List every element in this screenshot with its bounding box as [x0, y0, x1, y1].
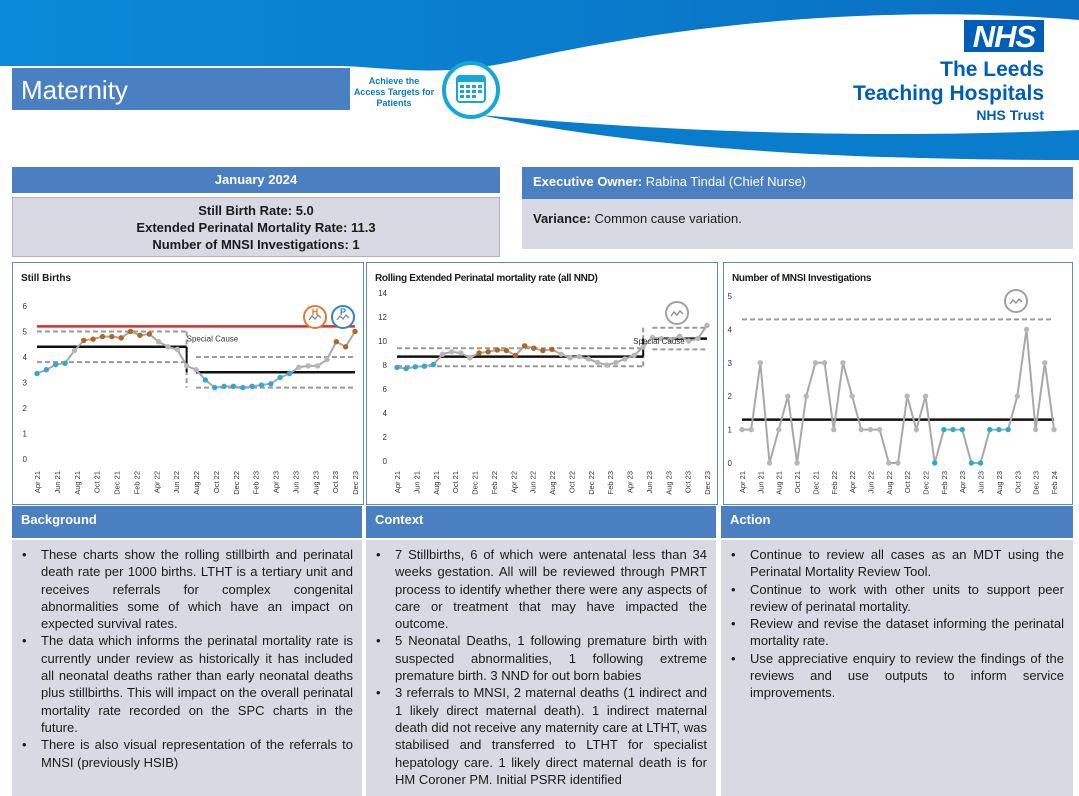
x-tick-label: Jun 21 — [756, 471, 766, 494]
variance — [522, 199, 1073, 249]
mnsi-investigations-chart — [723, 262, 1073, 505]
data-point — [767, 460, 772, 465]
list-item: • These charts show the rolling stillbirth and perinatal death rate per 1000 births. LTHT is a tertiary unit and receives referrals for complex congenital abnormalities some of which have an impact on expected survival rates. — [12, 546, 353, 632]
chart-title: Rolling Extended Perinatal mortality rate (all NND) — [375, 273, 598, 284]
data-point — [785, 394, 790, 399]
data-point — [895, 460, 900, 465]
x-tick-label: Oct 22 — [903, 471, 913, 494]
data-point — [859, 427, 864, 432]
data-point — [100, 334, 105, 339]
list-item: • 5 Neonatal Deaths, 1 following premature birth with suspected abnormalities, 1 following extreme premature birth. 3 NND for out born babies — [366, 632, 707, 684]
data-point — [622, 356, 627, 361]
x-tick-label: Aug 21 — [774, 471, 784, 495]
data-point — [987, 427, 992, 432]
rates-summary — [12, 197, 500, 257]
data-point — [343, 344, 348, 349]
context-header: Context — [366, 506, 716, 538]
data-point — [118, 335, 123, 340]
y-tick-label: 2 — [727, 392, 732, 402]
data-point — [203, 377, 208, 382]
data-point — [485, 349, 490, 354]
data-point — [1024, 327, 1029, 332]
data-point — [904, 394, 909, 399]
x-tick-label: Feb 23 — [251, 471, 261, 495]
data-point — [90, 336, 95, 341]
x-tick-label: Feb 22 — [489, 471, 499, 495]
data-point — [631, 353, 636, 358]
data-point — [287, 371, 292, 376]
data-point — [739, 427, 744, 432]
variation-icon-letter: P — [339, 307, 347, 317]
reporting-month: January 2024 — [12, 167, 500, 193]
background-header: Background — [12, 506, 362, 538]
x-tick-label: Aug 22 — [192, 471, 201, 495]
y-tick-label: 6 — [382, 385, 387, 394]
list-item: • Continue to review all cases as an MDT using the Perinatal Mortality Review Tool. — [721, 546, 1064, 581]
x-tick-label: Jun 23 — [644, 471, 654, 494]
y-tick-label: 2 — [22, 404, 27, 413]
data-point — [613, 360, 618, 365]
x-tick-label: Apr 23 — [271, 471, 281, 494]
data-point — [1042, 360, 1047, 365]
y-tick-label: 4 — [22, 353, 27, 362]
data-point — [458, 350, 463, 355]
data-point — [831, 427, 836, 432]
data-point — [704, 323, 709, 328]
data-point — [776, 427, 781, 432]
x-tick-label: Oct 22 — [211, 471, 221, 494]
data-point — [476, 350, 481, 355]
x-tick-label: Dec 23 — [351, 471, 360, 495]
data-point — [240, 385, 245, 390]
data-point — [306, 363, 311, 368]
data-point — [44, 367, 49, 372]
data-point — [422, 364, 427, 369]
data-point — [184, 363, 189, 368]
data-point — [467, 355, 472, 360]
data-point — [914, 427, 919, 432]
list-item: • Use appreciative enquiry to review the findings of the reviews and use outputs to inform service improvements. — [721, 650, 1064, 702]
list-item: • The data which informs the perinatal mortality rate is currently under review as historically it has included all neonatal deaths rather than early neonatal deaths plus stillbirths. This will impact on the overall perinatal mortality rate recorded on the SPC charts in the future. — [12, 632, 353, 736]
data-point — [960, 427, 965, 432]
data-point — [504, 348, 509, 353]
x-tick-label: Dec 21 — [811, 471, 821, 495]
data-point — [978, 460, 983, 465]
x-tick-label: Feb 22 — [132, 471, 142, 495]
y-tick-label: 14 — [378, 289, 387, 298]
data-point — [221, 384, 226, 389]
data-point — [449, 349, 454, 354]
data-point — [794, 460, 799, 465]
data-point — [748, 427, 753, 432]
x-tick-label: Dec 23 — [1031, 471, 1041, 495]
data-point — [81, 338, 86, 343]
data-point — [34, 371, 39, 376]
data-point — [315, 363, 320, 368]
nhs-logo: NHS — [964, 20, 1044, 52]
x-tick-label: Dec 22 — [921, 471, 931, 495]
list-item: • There is also visual representation of the referrals to MNSI (previously HSIB) — [12, 736, 353, 771]
data-point — [413, 364, 418, 369]
list-item: • 7 Stillbirths, 6 of which were antenatal less than 34 weeks gestation. All will be reviewed through PMRT process to identify whether there were any aspects of care or treatment that may have impacted the outcome. — [366, 546, 707, 632]
x-tick-label: Feb 24 — [1050, 471, 1059, 495]
data-point — [813, 360, 818, 365]
data-point — [1033, 427, 1038, 432]
x-tick-label: Jun 23 — [976, 471, 986, 494]
calendar-icon — [441, 60, 501, 120]
x-tick-label: Aug 21 — [72, 471, 82, 495]
access-targets-badge — [353, 58, 505, 118]
list-item: • Review and revise the dataset informing the perinatal mortality rate. — [721, 615, 1064, 650]
mnsi-investigations-count: Number of MNSI Investigations: 1 — [152, 237, 360, 252]
x-tick-label: Apr 22 — [152, 471, 162, 494]
x-tick-label: Oct 22 — [567, 471, 577, 494]
data-point — [549, 347, 554, 352]
variance-value: Common cause variation. — [594, 211, 742, 226]
data-point — [403, 366, 408, 371]
y-tick-label: 0 — [727, 459, 732, 468]
data-point — [394, 365, 399, 370]
x-tick-label: Feb 22 — [829, 471, 839, 495]
y-tick-label: 4 — [382, 409, 387, 418]
y-tick-label: 3 — [727, 358, 732, 368]
data-point — [128, 329, 133, 334]
x-tick-label: Apr 21 — [33, 471, 42, 494]
data-point — [156, 339, 161, 344]
x-tick-label: Feb 23 — [606, 471, 616, 495]
data-point — [840, 360, 845, 365]
x-tick-label: Aug 22 — [884, 471, 894, 495]
variance-label: Variance: — [533, 211, 591, 226]
still-birth-rate: Still Birth Rate: 5.0 — [198, 203, 314, 218]
data-point — [877, 427, 882, 432]
data-point — [531, 346, 536, 351]
x-tick-label: Oct 21 — [793, 471, 803, 494]
x-tick-label: Jun 22 — [866, 471, 876, 494]
data-point — [109, 334, 114, 339]
background-list — [12, 546, 353, 771]
data-point — [175, 347, 180, 352]
chart-title: Still Births — [21, 273, 72, 284]
background-body — [12, 540, 362, 796]
y-tick-label: 6 — [22, 302, 27, 311]
context-list — [366, 546, 707, 788]
data-point — [1005, 427, 1010, 432]
data-point — [996, 427, 1001, 432]
y-tick-label: 1 — [727, 425, 732, 435]
page-title: Maternity — [12, 68, 350, 110]
y-tick-label: 5 — [727, 292, 732, 301]
data-point — [604, 362, 609, 367]
y-tick-label: 8 — [382, 361, 387, 370]
data-point — [923, 394, 928, 399]
chart-canvas — [13, 263, 365, 506]
action-list — [721, 546, 1064, 702]
x-tick-label: Aug 21 — [431, 471, 441, 495]
y-tick-label: 12 — [378, 313, 387, 322]
data-point — [558, 352, 563, 357]
x-tick-label: Feb 23 — [939, 471, 949, 495]
x-tick-label: Apr 22 — [509, 471, 519, 494]
x-tick-label: Jun 21 — [52, 471, 62, 494]
special-cause-label: Special Cause — [633, 337, 685, 347]
variation-icon — [1005, 290, 1027, 312]
data-point — [147, 331, 152, 336]
chart-title: Number of MNSI Investigations — [732, 273, 872, 284]
executive-owner — [522, 167, 1073, 199]
data-point — [695, 336, 700, 341]
data-point — [941, 427, 946, 432]
y-tick-label: 5 — [22, 327, 27, 337]
data-point — [53, 362, 58, 367]
header — [0, 0, 1079, 160]
data-point — [932, 460, 937, 465]
chart-canvas — [367, 263, 719, 506]
y-tick-label: 2 — [382, 433, 387, 442]
data-point — [969, 460, 974, 465]
data-point — [277, 375, 282, 380]
action-header: Action — [721, 506, 1073, 538]
y-tick-label: 3 — [22, 378, 27, 388]
data-point — [268, 381, 273, 386]
y-tick-label: 10 — [378, 337, 387, 346]
data-point — [758, 360, 763, 365]
data-point — [324, 357, 329, 362]
data-point — [165, 344, 170, 349]
x-tick-label: Oct 21 — [451, 471, 461, 494]
x-tick-label: Oct 23 — [331, 471, 341, 494]
data-point — [686, 338, 691, 343]
data-point — [886, 460, 891, 465]
data-point — [431, 362, 436, 367]
x-tick-label: Apr 23 — [958, 471, 968, 494]
data-point — [62, 361, 67, 366]
chart-canvas — [724, 263, 1074, 506]
data-point — [231, 384, 236, 389]
x-tick-label: Dec 22 — [586, 471, 596, 495]
y-tick-label: 0 — [22, 455, 27, 464]
x-tick-label: Apr 21 — [393, 471, 402, 494]
data-point — [522, 343, 527, 348]
action-body — [721, 540, 1073, 796]
list-item: • Continue to work with other units to support peer review of perinatal mortality. — [721, 581, 1064, 616]
data-point — [296, 365, 301, 370]
perinatal-mortality-chart — [366, 262, 718, 505]
x-tick-label: Aug 23 — [994, 471, 1004, 495]
x-tick-label: Apr 21 — [738, 471, 747, 494]
x-tick-label: Oct 23 — [683, 471, 693, 494]
data-point — [822, 360, 827, 365]
x-tick-label: Aug 23 — [311, 471, 321, 495]
variation-icon-letter: H — [311, 307, 319, 317]
special-cause-label: Special Cause — [186, 334, 239, 344]
executive-owner-value: Rabina Tindal (Chief Nurse) — [645, 174, 807, 189]
data-point — [540, 348, 545, 353]
data-point — [495, 347, 500, 352]
y-tick-label: 1 — [22, 429, 27, 439]
data-point — [440, 352, 445, 357]
data-point — [586, 356, 591, 361]
data-point — [352, 329, 357, 334]
data-point — [849, 394, 854, 399]
x-tick-label: Jun 23 — [291, 471, 301, 494]
x-tick-label: Oct 23 — [1013, 471, 1023, 494]
data-point — [868, 427, 873, 432]
x-tick-label: Oct 21 — [92, 471, 102, 494]
x-tick-label: Jun 22 — [172, 471, 182, 494]
data-point — [1051, 427, 1056, 432]
data-point — [1015, 394, 1020, 399]
x-tick-label: Jun 22 — [528, 471, 538, 494]
data-point — [950, 427, 955, 432]
x-tick-label: Dec 21 — [470, 471, 480, 495]
variation-icon — [666, 302, 688, 324]
data-point — [193, 367, 198, 372]
data-point — [334, 339, 339, 344]
data-point — [72, 348, 77, 353]
list-item: • 3 referrals to MNSI, 2 maternal deaths (1 indirect and 1 likely direct maternal death). 1 indirect maternal death did not receive any maternity care at LTHT, was stabilised and transferred to LTHT for specialist hepatology care. 1 likely direct maternal death is for HM Coroner PM. Initial PSRR identified — [366, 684, 707, 788]
data-point — [595, 360, 600, 365]
data-point — [249, 384, 254, 389]
data-point — [259, 382, 264, 387]
x-tick-label: Aug 22 — [548, 471, 557, 495]
x-tick-label: Jun 21 — [412, 471, 422, 494]
x-tick-label: Apr 23 — [625, 471, 635, 494]
still-births-chart — [12, 262, 364, 505]
trust-name-line1: The Leeds — [940, 58, 1044, 81]
y-tick-label: 0 — [382, 457, 387, 466]
x-tick-label: Apr 22 — [848, 471, 858, 494]
trust-name-line2: Teaching Hospitals — [853, 82, 1044, 105]
context-body — [366, 540, 716, 796]
data-point — [577, 354, 582, 359]
x-tick-label: Dec 23 — [703, 471, 712, 495]
data-point — [513, 353, 518, 358]
x-tick-label: Dec 21 — [112, 471, 122, 495]
x-tick-label: Dec 22 — [231, 471, 241, 495]
y-tick-label: 4 — [727, 325, 732, 335]
trust-name-line3: NHS Trust — [976, 107, 1044, 123]
data-point — [212, 385, 217, 390]
executive-owner-label: Executive Owner: — [533, 174, 643, 189]
x-tick-label: Aug 23 — [664, 471, 674, 495]
data-point — [568, 355, 573, 360]
trust-name — [853, 58, 1044, 124]
access-targets-text: Achieve the Access Targets for Patients — [353, 76, 435, 108]
data-point — [804, 394, 809, 399]
perinatal-mortality-rate: Extended Perinatal Mortality Rate: 11.3 — [136, 220, 376, 235]
data-point — [137, 333, 142, 338]
